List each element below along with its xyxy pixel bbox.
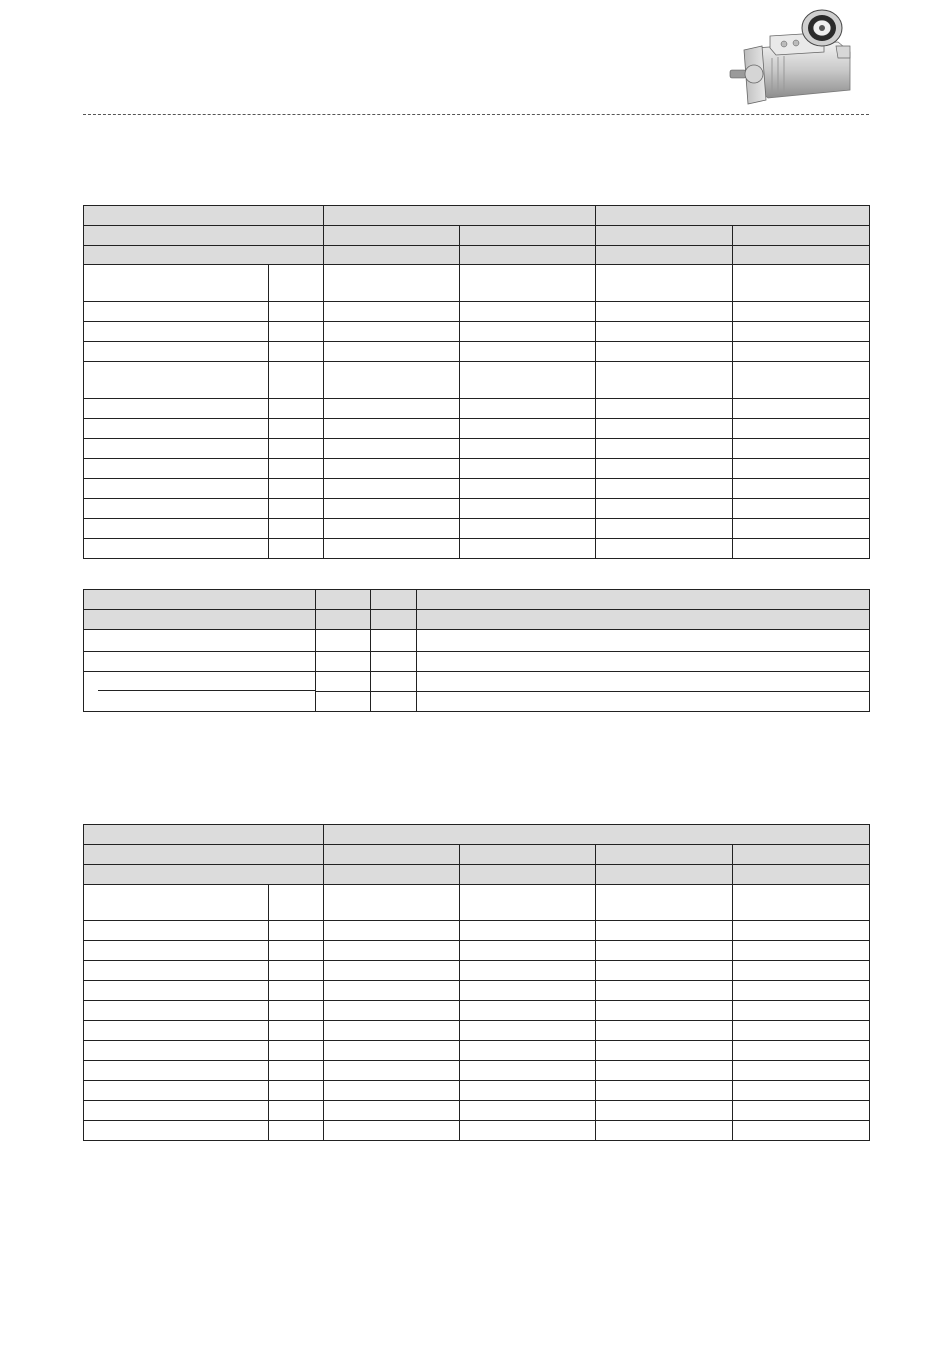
table-cell	[324, 459, 460, 479]
table-cell	[596, 302, 733, 322]
table-cell	[269, 921, 324, 941]
table-cell	[324, 961, 460, 981]
table-cell	[460, 302, 596, 322]
table-cell	[84, 322, 269, 342]
table-row	[84, 885, 870, 921]
table-row	[84, 672, 870, 692]
table-cell	[84, 342, 269, 362]
table-cell	[460, 519, 596, 539]
table-cell	[324, 1101, 460, 1121]
table-cell	[324, 419, 460, 439]
table-row	[84, 362, 870, 399]
table-cell	[733, 322, 870, 342]
table-header-cell	[733, 845, 870, 865]
table-header-cell	[733, 865, 870, 885]
table-cell	[733, 981, 870, 1001]
table-header-cell	[596, 845, 733, 865]
table-cell	[596, 1081, 733, 1101]
table-cell	[324, 1121, 460, 1141]
servo-motor-photo	[726, 6, 856, 106]
table-cell	[460, 399, 596, 419]
table-cell	[324, 399, 460, 419]
table-cell	[84, 941, 269, 961]
table-header-cell	[596, 865, 733, 885]
table-cell	[324, 519, 460, 539]
table-cell	[269, 1081, 324, 1101]
table-cell	[269, 885, 324, 921]
table-cell	[733, 1081, 870, 1101]
table-cell	[733, 479, 870, 499]
table-cell	[84, 921, 269, 941]
table-row	[84, 342, 870, 362]
table-header-cell	[84, 206, 324, 226]
table-cell	[733, 1061, 870, 1081]
table-cell	[316, 692, 371, 712]
table-header-row	[84, 845, 870, 865]
table-cell	[460, 362, 596, 399]
table-cell	[84, 479, 269, 499]
table-cell	[324, 499, 460, 519]
table-cell	[324, 342, 460, 362]
table-header-cell	[324, 206, 596, 226]
table-row	[84, 981, 870, 1001]
table-cell	[269, 342, 324, 362]
table-cell	[84, 1121, 269, 1141]
table-header-row	[84, 865, 870, 885]
table-cell	[733, 1101, 870, 1121]
table-row	[84, 692, 870, 712]
table-header-cell	[417, 590, 870, 610]
table-header-cell	[460, 865, 596, 885]
table-cell	[596, 961, 733, 981]
table-cell	[371, 652, 417, 672]
header-divider	[83, 114, 869, 115]
table-cell	[324, 921, 460, 941]
table-cell	[460, 961, 596, 981]
table-cell	[84, 362, 269, 399]
table-cell	[733, 499, 870, 519]
table-cell	[733, 439, 870, 459]
table-cell	[460, 1081, 596, 1101]
table-cell	[84, 1001, 269, 1021]
table-cell	[324, 479, 460, 499]
table-cell	[460, 941, 596, 961]
table-cell	[269, 961, 324, 981]
table-header-cell	[316, 590, 371, 610]
table-cell	[596, 419, 733, 439]
table-header-cell	[371, 590, 417, 610]
table-cell	[324, 322, 460, 342]
table-cell	[460, 1021, 596, 1041]
table-row	[84, 961, 870, 981]
table-cell	[269, 399, 324, 419]
table-cell	[460, 1101, 596, 1121]
table-cell	[596, 479, 733, 499]
table-cell	[733, 362, 870, 399]
table-row	[84, 519, 870, 539]
table-cell	[371, 672, 417, 692]
table-cell	[596, 399, 733, 419]
table-cell	[269, 479, 324, 499]
table-cell	[269, 322, 324, 342]
table-cell	[596, 322, 733, 342]
table-cell	[316, 672, 371, 692]
table-cell	[269, 302, 324, 322]
table-cell	[460, 265, 596, 302]
table-header-row	[84, 590, 870, 610]
table-cell	[84, 1101, 269, 1121]
table-cell	[733, 1001, 870, 1021]
table-cell	[596, 519, 733, 539]
table-cell	[596, 885, 733, 921]
table-row	[84, 630, 870, 652]
table-cell	[269, 941, 324, 961]
table-cell	[460, 1001, 596, 1021]
table-cell	[596, 1001, 733, 1021]
table-header-cell	[324, 865, 460, 885]
table-cell	[324, 302, 460, 322]
table-header-cell	[84, 825, 324, 845]
table-cell	[733, 1021, 870, 1041]
table-cell	[269, 1101, 324, 1121]
table-cell	[84, 981, 269, 1001]
table-cell	[417, 652, 870, 672]
table-cell	[460, 342, 596, 362]
sub-row-divider	[98, 690, 315, 691]
table-header-cell	[84, 610, 316, 630]
table-cell	[733, 961, 870, 981]
table-cell	[84, 692, 316, 712]
table-cell	[596, 459, 733, 479]
table-cell	[596, 499, 733, 519]
table-cell	[371, 630, 417, 652]
table-row	[84, 302, 870, 322]
table-header-cell	[324, 845, 460, 865]
table-cell	[460, 1061, 596, 1081]
table-row	[84, 1121, 870, 1141]
table-cell	[460, 439, 596, 459]
table-cell	[316, 630, 371, 652]
table-cell	[460, 419, 596, 439]
table-row	[84, 322, 870, 342]
table-header-cell	[371, 610, 417, 630]
table-cell	[269, 459, 324, 479]
table-header-cell	[84, 845, 324, 865]
table-cell	[596, 921, 733, 941]
table-cell	[460, 1041, 596, 1061]
table-cell	[733, 399, 870, 419]
table-cell	[324, 265, 460, 302]
table-cell	[733, 265, 870, 302]
table-cell	[269, 1001, 324, 1021]
table-cell	[733, 459, 870, 479]
table-header-cell	[460, 246, 596, 265]
table-row	[84, 921, 870, 941]
table-cell	[460, 479, 596, 499]
table-cell	[733, 941, 870, 961]
table-cell	[596, 941, 733, 961]
data-table-3	[83, 824, 870, 1141]
table-cell	[460, 459, 596, 479]
table-cell	[460, 499, 596, 519]
table-row	[84, 1041, 870, 1061]
data-table-2	[83, 589, 870, 712]
table-header-cell	[316, 610, 371, 630]
table-cell	[733, 419, 870, 439]
table-cell	[733, 885, 870, 921]
table-cell	[596, 1041, 733, 1061]
table-cell	[460, 539, 596, 559]
table-cell	[324, 1001, 460, 1021]
table-cell	[596, 1021, 733, 1041]
table-header-row	[84, 206, 870, 226]
table-cell	[269, 519, 324, 539]
table-cell	[596, 265, 733, 302]
table-cell	[324, 362, 460, 399]
table-cell	[460, 322, 596, 342]
table-cell	[269, 539, 324, 559]
table-cell	[269, 1121, 324, 1141]
table-row	[84, 419, 870, 439]
table-header-cell	[84, 865, 324, 885]
table-cell	[269, 1041, 324, 1061]
table-cell	[324, 941, 460, 961]
table-cell	[84, 499, 269, 519]
table-header-cell	[596, 226, 733, 246]
table-cell	[84, 419, 269, 439]
table-cell	[84, 672, 316, 692]
table-row	[84, 1001, 870, 1021]
table-row	[84, 1021, 870, 1041]
table-cell	[84, 439, 269, 459]
table-cell	[596, 1061, 733, 1081]
table-row	[84, 439, 870, 459]
table-cell	[324, 885, 460, 921]
table-cell	[84, 519, 269, 539]
table-cell	[84, 265, 269, 302]
table-cell	[84, 1081, 269, 1101]
table-header-cell	[84, 246, 324, 265]
table-cell	[733, 1121, 870, 1141]
table-cell	[269, 419, 324, 439]
table-cell	[84, 1021, 269, 1041]
table-row	[84, 459, 870, 479]
table-row	[84, 941, 870, 961]
table-cell	[417, 672, 870, 692]
table-cell	[596, 439, 733, 459]
table-cell	[733, 519, 870, 539]
table-header-cell	[417, 610, 870, 630]
table-cell	[733, 1041, 870, 1061]
table-header-row	[84, 825, 870, 845]
table-cell	[371, 692, 417, 712]
table-row	[84, 499, 870, 519]
table-row	[84, 265, 870, 302]
table-header-cell	[84, 590, 316, 610]
table-cell	[324, 539, 460, 559]
table-header-cell	[324, 226, 460, 246]
table-cell	[269, 1061, 324, 1081]
table-cell	[84, 459, 269, 479]
table-cell	[417, 692, 870, 712]
table-header-cell	[84, 226, 324, 246]
table-cell	[84, 1061, 269, 1081]
table-header-row	[84, 226, 870, 246]
table-cell	[460, 921, 596, 941]
table-header-cell	[733, 226, 870, 246]
table-cell	[84, 302, 269, 322]
table-cell	[84, 885, 269, 921]
table-header-cell	[596, 206, 870, 226]
table-cell	[460, 1121, 596, 1141]
table-cell	[84, 399, 269, 419]
table-header-cell	[596, 246, 733, 265]
table-row	[84, 1081, 870, 1101]
table-cell	[324, 1081, 460, 1101]
data-table-1	[83, 205, 870, 559]
table-row	[84, 1101, 870, 1121]
table-cell	[324, 1021, 460, 1041]
table-cell	[733, 921, 870, 941]
table-cell	[733, 302, 870, 322]
table-cell	[269, 981, 324, 1001]
table-row	[84, 399, 870, 419]
table-cell	[324, 1041, 460, 1061]
table-cell	[316, 652, 371, 672]
table-cell	[596, 362, 733, 399]
table-cell	[324, 1061, 460, 1081]
table-header-cell	[460, 226, 596, 246]
table-header-cell	[324, 246, 460, 265]
table-cell	[460, 885, 596, 921]
table-header-cell	[733, 246, 870, 265]
table-cell	[84, 539, 269, 559]
table-header-cell	[324, 825, 870, 845]
table-row	[84, 652, 870, 672]
table-row	[84, 539, 870, 559]
table-cell	[269, 1021, 324, 1041]
table-cell	[596, 1101, 733, 1121]
table-cell	[269, 265, 324, 302]
table-cell	[269, 362, 324, 399]
table-cell	[324, 439, 460, 459]
table-cell	[269, 439, 324, 459]
table-cell	[84, 961, 269, 981]
table-cell	[596, 539, 733, 559]
table-cell	[324, 981, 460, 1001]
table-cell	[84, 652, 316, 672]
table-cell	[460, 981, 596, 1001]
table-cell	[596, 1121, 733, 1141]
table-cell	[596, 342, 733, 362]
table-row	[84, 479, 870, 499]
table-cell	[84, 1041, 269, 1061]
table-cell	[596, 981, 733, 1001]
table-cell	[269, 499, 324, 519]
table-cell	[417, 630, 870, 652]
table-header-row	[84, 610, 870, 630]
table-cell	[733, 539, 870, 559]
table-header-cell	[460, 845, 596, 865]
table-header-row	[84, 246, 870, 265]
table-cell	[733, 342, 870, 362]
table-cell	[84, 630, 316, 652]
table-row	[84, 1061, 870, 1081]
